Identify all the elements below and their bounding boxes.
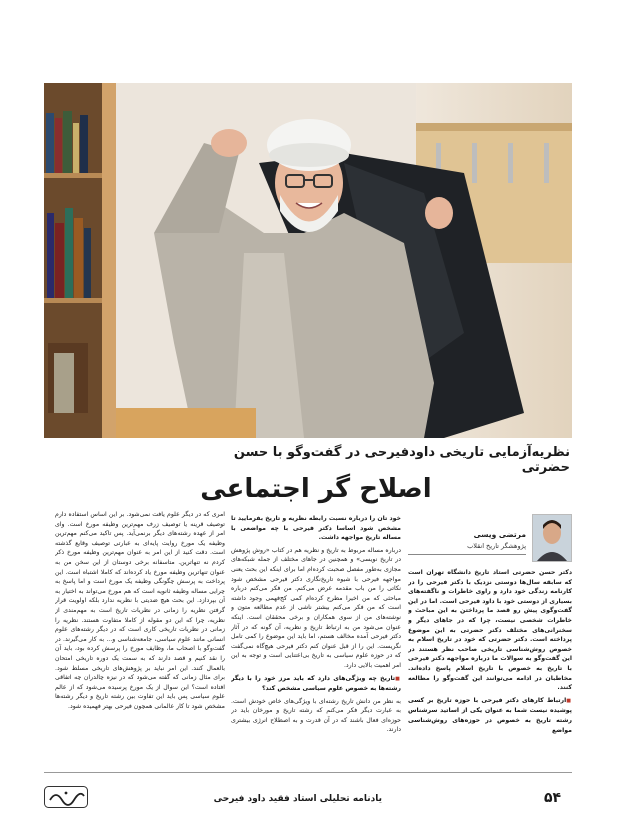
photo-illustration [44,83,572,438]
answer-paragraph-3: امری که در دیگر علوم یافت نمی‌شود. بر این اساس استفاده دارم توصیف قرینه یا توصیف زرف مهم‌ترین وظیفه مورخ است. وای امر از عهده رشته‌های دیگر برنمی‌آید. پس تاکید می‌کنم مهم‌ترین وظیفه یک مورخ روایت پایه‌ای به عبارتی توصیف وقایع گذشته است. دقت کنید از این امر به عنوان مهم‌ترین وظیفه مورخ ذکر کردم نه تنها‌ترین. متاسفانه برخی دوستان از این سخن من به عنوان تنهاترین وظیفه مورخ یاد کرده‌اند که کاملا اشتباه است. این پرداخت به پرسش چگونگی وظیفه یک مورخ است و اما پاسخ به چرایی مساله وظیفه ثانویه است که هم مورخ می‌تواند به اختیار به آن بپردازد. این بحث هیچ ضدیتی با نظریه ندارد بلکه اولویت قرار گرفتن نظریه را زمانی در نظریات تاریخ است به مهم‌مندی از نظریه، چرا که این دو مقوله از کاملا متفاوت هستند. نظریه را زمانی در نظریات تاریخی کاری است که در دیگر رشته‌های علوم انسانی مانند علوم سیاسی، جامعه‌شناسی و... به کار می‌گیرند. در گفت‌وگو با اصحاب ما، وظایف مورخ را پرسش کرده بود، باید آن را نقد کنیم و قصد دارند که به سمت یک دوره تاریخی امتحان بالعمال کنند. این امر نباید بر پژوهش‌های تاریخی مسلط شود. برای مثال زمانی که گفته می‌شود که در نیزه چالدران چه اتفاقی افتاده است؟ این سوال از یک مورخ پرسیده می‌شود که از عالم علوم سیاسی پس باید این تفاوت بین رشته تاریخ و دیگر رشته‌ها مشخص شود تا کار عالمانی همچون فیرحی بهتر فهمیده شود. [55,511,225,710]
publication-logo [44,786,88,808]
question-1-continued: خود تان را درباره نسبت رابطه نظریه و تاریخ بفرمایید تا مشخص شود اساسا دکتر فیرحی با چه مواضعی با مساله تاریخ مواجهه داشت. [231,515,401,542]
article-title: اصلاح گر اجتماعی [200,474,432,504]
author-name: مرتضی ویسی [473,530,526,539]
author-portrait-icon [533,515,571,561]
article-column-right [408,568,572,760]
author-box [408,514,572,564]
logo-icon [44,786,88,808]
answer-paragraph-1: درباره مساله مربوط به تاریخ و نظریه هم در کتاب «روش پژوهش در تاریخ نویسی» و همچنین در جاهای مختلف از جمله شبکه‌های مجازی به‌طور مفصل صحبت کرده‌ام اما برای اینکه این بحث یعنی مواجهه فیرحی با شیوه تاریخ‌نگاری دکتر فیرحی مشخص شود نکاتی را من باب مقدمه عرض می‌کنم. من فکر می‌کنم درباره مباحثی که من اخیرا مطرح کرده‌ام کمی کج‌فهمی وجود داشته است که من فکر می‌کنم بیشتر ناشی از عدم مطالعه متون و نوشته‌های من از سوی همکاران و برخی محققان است. اینکه عنوان می‌شود من به ارتباط تاریخ و نظریه، آن گونه که در آثار دکتر فیرحی آمده مخالف هستم، اما باید این موضوع را کمی تامل نگریست. این را از قبل عنوان کنم دکتر فیرحی هیچ‌گاه نمی‌گفت که در حوزه علوم سیاسی به تاریخ بی‌اعتنایی است و توجه به این امر اهمیت بالایی دارد. [231,546,401,669]
footer-divider [44,772,572,773]
article-column-middle [231,514,401,760]
article-column-left [55,510,225,760]
question-2: ■ تاریخ چه ویژگی‌های دارد که باید مرز خود را با دیگر رشته‌ها به خصوص علوم سیاسی مشخص کند؟ [231,674,401,694]
author-divider [408,554,526,555]
author-role: پژوهشگر تاریخ انقلاب [467,542,526,550]
intro-paragraph: دکتر حسن حضرتی استاد تاریخ دانشگاه تهران است که سابقه سال‌ها دوستی نزدیک با دکتر فیرحی را در کارنامه زندگی خود دارد و راوی خاطرات و ناگفته‌های بسیاری از دوستی خود با داود فیرحی است. اما در این گفت‌وگوی پیش رو قصد ما پرداختن به این مباحث و خاطرات شخصی نیست، چرا که در جاهای دیگر و سخنرانی‌های مختلف دکتر حضرتی به این موضوع پرداخته است. دکتر حضرتی که خود در تاریخ اسلام به خصوص روش‌شناسی تاریخی صاحب نظر هستند در این گفت‌وگو به سوالات ما درباره مواجهه دکتر فیرحی با تاریخ به خصوص با تاریخ اسلام پاسخ داده‌اند. مخاطبان در ادامه می‌توانند این گفت‌وگو را مطالعه کنند. [408,569,572,692]
author-photo [532,514,572,562]
article-subtitle: نظریه‌آزمایی تاریخی داودفیرحی در گفت‌وگو با حسن حضرتی [233,445,570,475]
answer-paragraph-2: به نظر من دانش تاریخ رشته‌ای با ویژگی‌های خاص خودش است. به عبارت دیگر فکر می‌کنم که رشته تاریخ و مورخان باید در حوزه‌ای فعال باشند که در آن قدرت و به اصطلاح انرژی بیشتری دارند. [231,697,401,734]
page-number: ۵۴ [544,790,562,806]
footer-publication-text: یادنامه تحلیلی استاد فقید داود فیرحی [213,794,382,804]
hero-photo [44,83,572,438]
question-1: ■ ارتباط کارهای دکتر فیرحی با حوزه تاریخ بر کسی پوشیده نیست شما به عنوان یکی از اساتید سرشناس رشته تاریخ به خصوص در حوزه‌های روش‌شناسی مواضع [408,696,572,735]
